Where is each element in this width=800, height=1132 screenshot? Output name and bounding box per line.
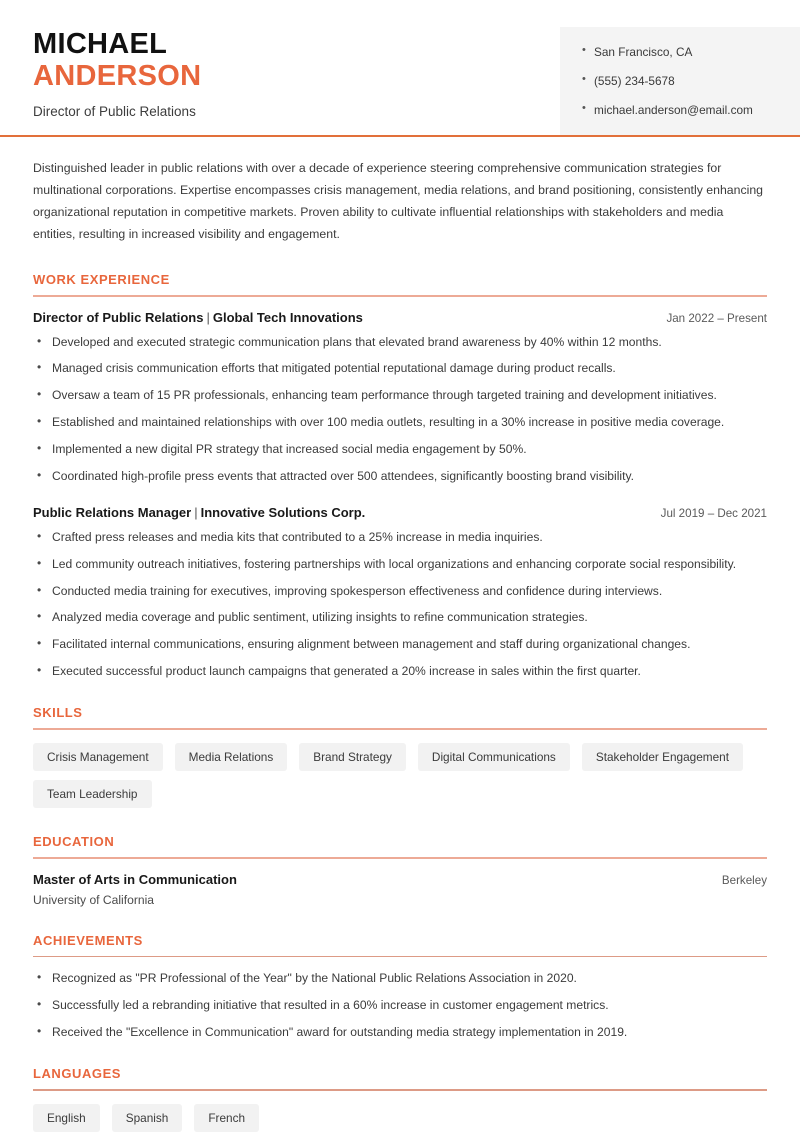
job-bullet-list (33, 334, 767, 484)
contact-box (560, 27, 800, 135)
skill-tag: Stakeholder Engagement (582, 743, 743, 771)
job-company: Global Tech Innovations (212, 309, 363, 325)
job-dates: Jan 2022 – Present (666, 311, 767, 325)
professional-summary: Distinguished leader in public relations with over a decade of experience steering comprehensive communication strategies for multinational corporations. Expertise encompasses crisis management, media relations, and brand positioning, consistently enhancing organizational reputation in competitive markets. Proven ability to cultivate influential relationships with stakeholders and media entities, resulting in increased visibility and engagement. (33, 161, 764, 242)
first-name: MICHAEL (33, 28, 168, 60)
last-name: ANDERSON (33, 60, 202, 93)
section-divider (33, 728, 767, 730)
language-tag: Spanish (112, 1104, 183, 1132)
job-entry (33, 310, 767, 484)
language-tag: English (33, 1104, 100, 1132)
section-title-education: EDUCATION (33, 834, 115, 850)
contact-location: • San Francisco, CA (582, 45, 800, 59)
section-achievements (33, 933, 767, 1041)
job-bullet: • Managed crisis communication efforts that mitigated potential reputational damage during product recalls. (33, 360, 767, 376)
section-divider (33, 1089, 767, 1091)
resume-body (0, 158, 800, 1132)
job-role: Director of Public Relations (33, 309, 204, 325)
job-bullet: • Facilitated internal communications, ensuring alignment between management and staff during organizational changes. (33, 636, 767, 652)
achievement-item: • Recognized as "PR Professional of the Year" by the National Public Relations Association in 2020. (33, 970, 767, 986)
header-identity (0, 22, 201, 119)
job-header (33, 310, 767, 325)
languages-tag-list (33, 1104, 767, 1132)
job-bullet: • Coordinated high-profile press events that attracted over 500 attendees, significantly boosting brand visibility. (33, 468, 767, 484)
skills-tag-list (33, 743, 767, 808)
education-location: Berkeley (721, 873, 767, 887)
section-title-achievements: ACHIEVEMENTS (33, 932, 143, 948)
contact-email[interactable]: • michael.anderson@email.com (582, 103, 800, 117)
job-bullet-list (33, 529, 767, 679)
skill-tag: Brand Strategy (299, 743, 406, 771)
section-divider (33, 956, 767, 958)
section-title-work-experience: WORK EXPERIENCE (33, 271, 170, 287)
education-header (33, 872, 767, 887)
section-education (33, 834, 767, 907)
job-separator: | (206, 309, 210, 325)
contact-list (582, 45, 800, 117)
education-entry (33, 872, 767, 907)
job-bullet: • Led community outreach initiatives, fostering partnerships with local organizations and enhancing corporate social responsibility. (33, 556, 767, 572)
skill-tag: Team Leadership (33, 780, 152, 808)
job-header (33, 505, 767, 520)
section-work-experience (33, 272, 767, 679)
job-company: Innovative Solutions Corp. (200, 504, 366, 520)
section-divider (33, 857, 767, 859)
resume-header (0, 0, 800, 137)
skill-tag: Crisis Management (33, 743, 163, 771)
skill-tag: Digital Communications (418, 743, 570, 771)
job-bullet: • Crafted press releases and media kits that contributed to a 25% increase in media inquiries. (33, 529, 767, 545)
job-bullet: • Conducted media training for executives, improving spokesperson effectiveness and confidence during interviews. (33, 583, 767, 599)
job-bullet: • Analyzed media coverage and public sentiment, utilizing insights to refine communication strategies. (33, 609, 767, 625)
job-bullet: • Established and maintained relationships with over 100 media outlets, resulting in a 30% increase in positive media coverage. (33, 414, 767, 430)
achievement-item: • Received the "Excellence in Communication" award for outstanding media strategy implementation in 2019. (33, 1024, 767, 1040)
section-skills (33, 705, 767, 808)
job-bullet: • Implemented a new digital PR strategy that increased social media engagement by 50%. (33, 441, 767, 457)
section-title-skills: SKILLS (33, 705, 83, 721)
job-separator: | (194, 504, 198, 520)
job-role-company (33, 505, 365, 520)
section-languages (33, 1066, 767, 1132)
job-bullet: • Oversaw a team of 15 PR professionals, enhancing team performance through targeted training and development initiatives. (33, 387, 767, 403)
achievement-list (33, 970, 767, 1040)
achievement-item: • Successfully led a rebranding initiative that resulted in a 60% increase in customer engagement metrics. (33, 997, 767, 1013)
education-degree: Master of Arts in Communication (33, 871, 237, 887)
job-dates: Jul 2019 – Dec 2021 (660, 506, 767, 520)
job-bullet: • Developed and executed strategic communication plans that elevated brand awareness by 40% within 12 months. (33, 334, 767, 350)
job-bullet: • Executed successful product launch campaigns that generated a 20% increase in sales within the first quarter. (33, 663, 767, 679)
skill-tag: Media Relations (175, 743, 288, 771)
header-job-title: Director of Public Relations (33, 103, 196, 119)
section-title-languages: LANGUAGES (33, 1066, 122, 1082)
contact-phone[interactable]: • (555) 234-5678 (582, 74, 800, 88)
job-entry (33, 505, 767, 679)
education-school: University of California (33, 892, 154, 907)
job-role-company (33, 310, 363, 325)
section-divider (33, 295, 767, 297)
language-tag: French (194, 1104, 259, 1132)
job-role: Public Relations Manager (33, 504, 192, 520)
